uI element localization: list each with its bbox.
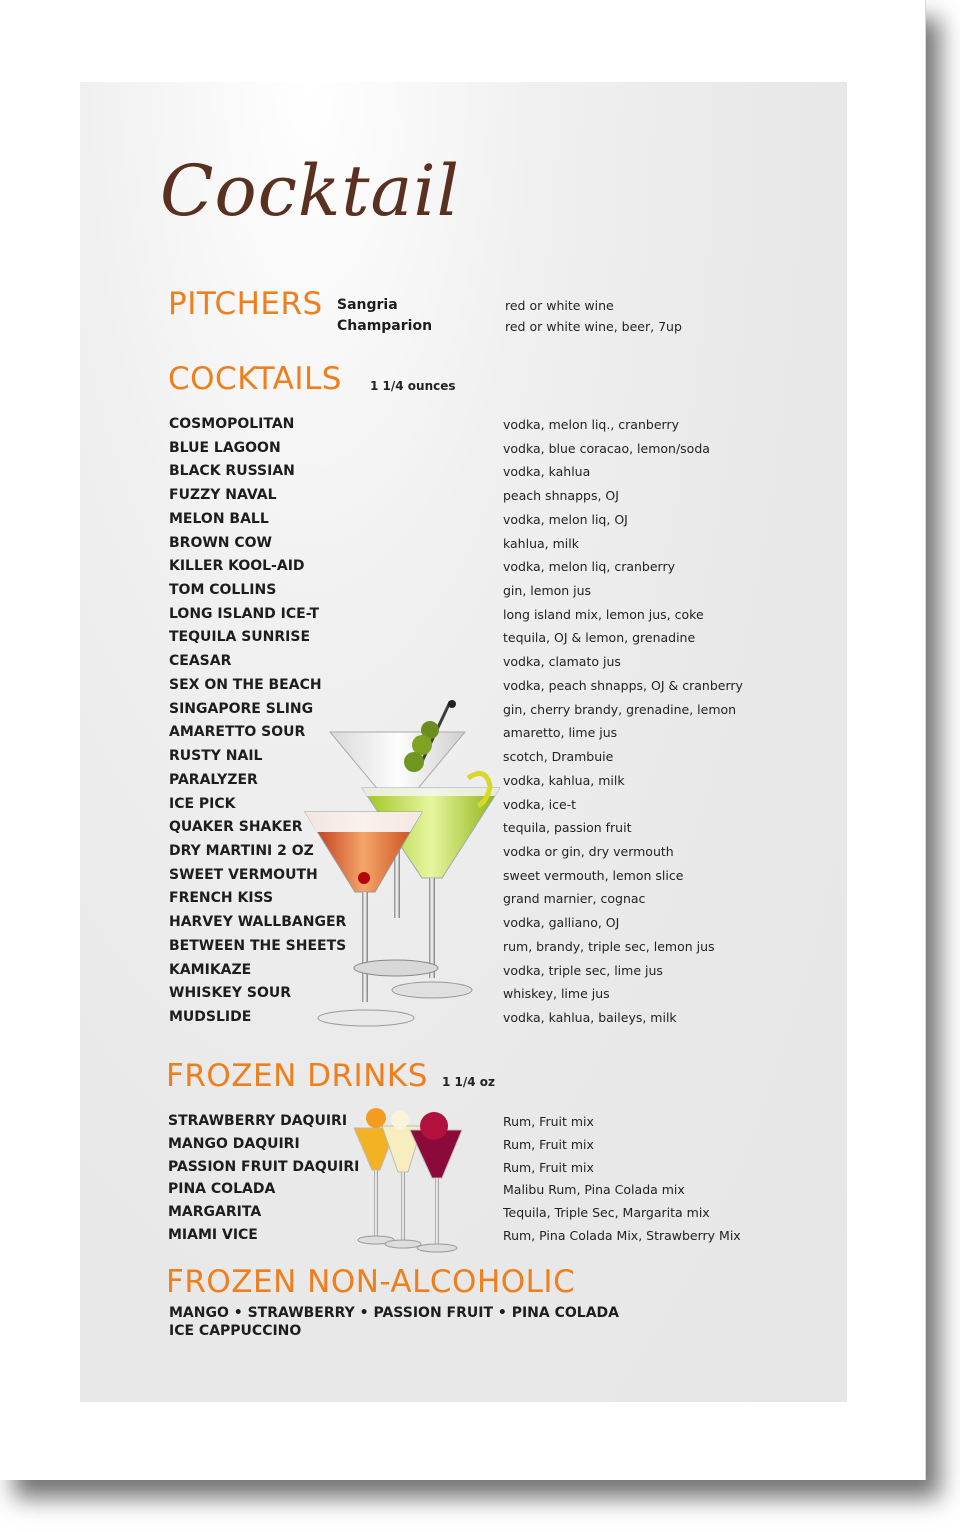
menu-row	[0, 677, 960, 701]
drink-ingredients: vodka, melon liq., cranberry	[503, 417, 679, 432]
menu-row	[0, 1227, 960, 1251]
drink-name: MELON BALL	[169, 510, 269, 527]
drink-name: SEX ON THE BEACH	[169, 676, 322, 693]
drink-name: BETWEEN THE SHEETS	[169, 937, 347, 954]
drink-name: ICE PICK	[169, 795, 236, 812]
pitcher-name: Sangria	[337, 297, 398, 313]
drink-name: AMARETTO SOUR	[169, 724, 306, 741]
drink-name: RUSTY NAIL	[169, 748, 263, 765]
menu-row	[0, 440, 960, 464]
menu-row	[0, 558, 960, 582]
drink-name: KAMIKAZE	[169, 961, 252, 978]
menu-row	[0, 1159, 960, 1183]
drink-ingredients: Malibu Rum, Pina Colada mix	[503, 1182, 685, 1198]
drink-ingredients: sweet vermouth, lemon slice	[503, 867, 684, 883]
drink-ingredients: amaretto, lime jus	[503, 725, 618, 741]
page-title: Cocktail	[160, 150, 460, 232]
drink-name: DRY MARTINI 2 OZ	[169, 842, 314, 859]
drink-ingredients: tequila, passion fruit	[503, 820, 632, 836]
drink-ingredients: vodka, galliano, OJ	[503, 915, 620, 931]
menu-row	[0, 653, 960, 677]
drink-ingredients: tequila, OJ & lemon, grenadine	[503, 630, 696, 646]
drink-ingredients: vodka, ice-t	[503, 796, 577, 812]
drink-name: QUAKER SHAKER	[169, 819, 303, 836]
pitchers-heading: PITCHERS	[168, 286, 323, 322]
drink-name: CEASAR	[169, 653, 232, 670]
drink-name: TEQUILA SUNRISE	[169, 629, 311, 646]
pitcher-desc: red or white wine, beer, 7up	[505, 319, 682, 334]
menu-row	[0, 582, 960, 606]
drink-name: COSMOPOLITAN	[169, 416, 295, 432]
martini-glasses-image	[300, 700, 500, 1030]
drink-name: MIAMI VICE	[168, 1227, 258, 1243]
drink-name: PASSION FRUIT DAQUIRI	[168, 1158, 360, 1175]
drink-name: TOM COLLINS	[169, 582, 277, 599]
drink-ingredients: vodka, peach shnapps, OJ & cranberry	[503, 677, 743, 693]
drink-ingredients: gin, lemon jus	[503, 583, 592, 599]
cocktails-heading: COCKTAILS	[168, 361, 342, 397]
drink-ingredients: long island mix, lemon jus, coke	[503, 606, 704, 622]
drink-ingredients: grand marnier, cognac	[503, 891, 646, 907]
menu-row	[0, 416, 960, 440]
drink-name: MARGARITA	[168, 1204, 262, 1221]
drink-name: FRENCH KISS	[169, 890, 274, 907]
menu-row	[0, 629, 960, 653]
menu-row	[0, 606, 960, 630]
drink-ingredients: vodka, kahlua, baileys, milk	[503, 1010, 677, 1025]
drink-ingredients: Rum, Fruit mix	[503, 1136, 594, 1152]
nonalcoholic-extra: ICE CAPPUCCINO	[169, 1323, 302, 1339]
drink-name: LONG ISLAND ICE-T	[169, 605, 320, 622]
drink-ingredients: vodka, triple sec, lime jus	[503, 962, 663, 978]
pitcher-desc: red or white wine	[505, 298, 614, 313]
menu-row	[0, 1181, 960, 1205]
drink-ingredients: peach shnapps, OJ	[503, 488, 619, 504]
drink-ingredients: vodka, clamato jus	[503, 654, 621, 670]
menu-row	[0, 1204, 960, 1228]
cocktails-measure-note: 1 1/4 ounces	[370, 379, 456, 393]
frozen-nonalcoholic-heading: FROZEN NON-ALCOHOLIC	[166, 1264, 576, 1300]
drink-ingredients: vodka, blue coracao, lemon/soda	[503, 440, 710, 456]
drink-ingredients: kahlua, milk	[503, 535, 579, 551]
nonalcoholic-flavors: MANGO • STRAWBERRY • PASSION FRUIT • PINA COLADA	[169, 1305, 619, 1321]
drink-ingredients: Rum, Pina Colada Mix, Strawberry Mix	[503, 1228, 741, 1243]
drink-ingredients: whiskey, lime jus	[503, 986, 610, 1002]
drink-ingredients: vodka, melon liq, OJ	[503, 511, 628, 527]
drink-name: KILLER KOOL-AID	[169, 558, 305, 575]
menu-row	[0, 463, 960, 487]
drink-name: FUZZY NAVAL	[169, 487, 277, 504]
drink-ingredients: gin, cherry brandy, grenadine, lemon	[503, 701, 737, 717]
drink-name: PARALYZER	[169, 771, 258, 788]
drink-ingredients: vodka or gin, dry vermouth	[503, 843, 674, 859]
drink-name: SINGAPORE SLING	[169, 700, 314, 717]
drink-name: BLUE LAGOON	[169, 439, 281, 456]
drink-name: MUDSLIDE	[169, 1009, 252, 1025]
drink-ingredients: Rum, Fruit mix	[503, 1114, 594, 1129]
menu-row	[0, 487, 960, 511]
menu-row	[0, 511, 960, 535]
menu-row	[0, 535, 960, 559]
frozen-measure-note: 1 1/4 oz	[442, 1075, 496, 1089]
pitcher-name: Champarion	[337, 318, 433, 334]
drink-name: BROWN COW	[169, 534, 273, 551]
menu-row	[0, 1136, 960, 1160]
drink-ingredients: vodka, kahlua	[503, 464, 591, 480]
drink-name: MANGO DAQUIRI	[168, 1135, 300, 1152]
drink-ingredients: Rum, Fruit mix	[503, 1159, 594, 1175]
drink-ingredients: vodka, melon liq, cranberry	[503, 559, 675, 575]
drink-ingredients: Tequila, Triple Sec, Margarita mix	[503, 1205, 710, 1221]
drink-ingredients: vodka, kahlua, milk	[503, 772, 625, 788]
drink-name: PINA COLADA	[168, 1181, 276, 1198]
drink-name: SWEET VERMOUTH	[169, 866, 318, 883]
drink-name: BLACK RUSSIAN	[169, 463, 295, 480]
drink-ingredients: scotch, Drambuie	[503, 749, 614, 765]
menu-row	[0, 1113, 960, 1137]
frozen-drinks-heading: FROZEN DRINKS	[166, 1058, 428, 1094]
drink-name: STRAWBERRY DAQUIRI	[168, 1113, 348, 1129]
drink-name: WHISKEY SOUR	[169, 985, 292, 1002]
drink-name: HARVEY WALLBANGER	[169, 914, 347, 931]
drink-ingredients: rum, brandy, triple sec, lemon jus	[503, 938, 715, 954]
frozen-drink-glasses-image	[350, 1100, 470, 1260]
